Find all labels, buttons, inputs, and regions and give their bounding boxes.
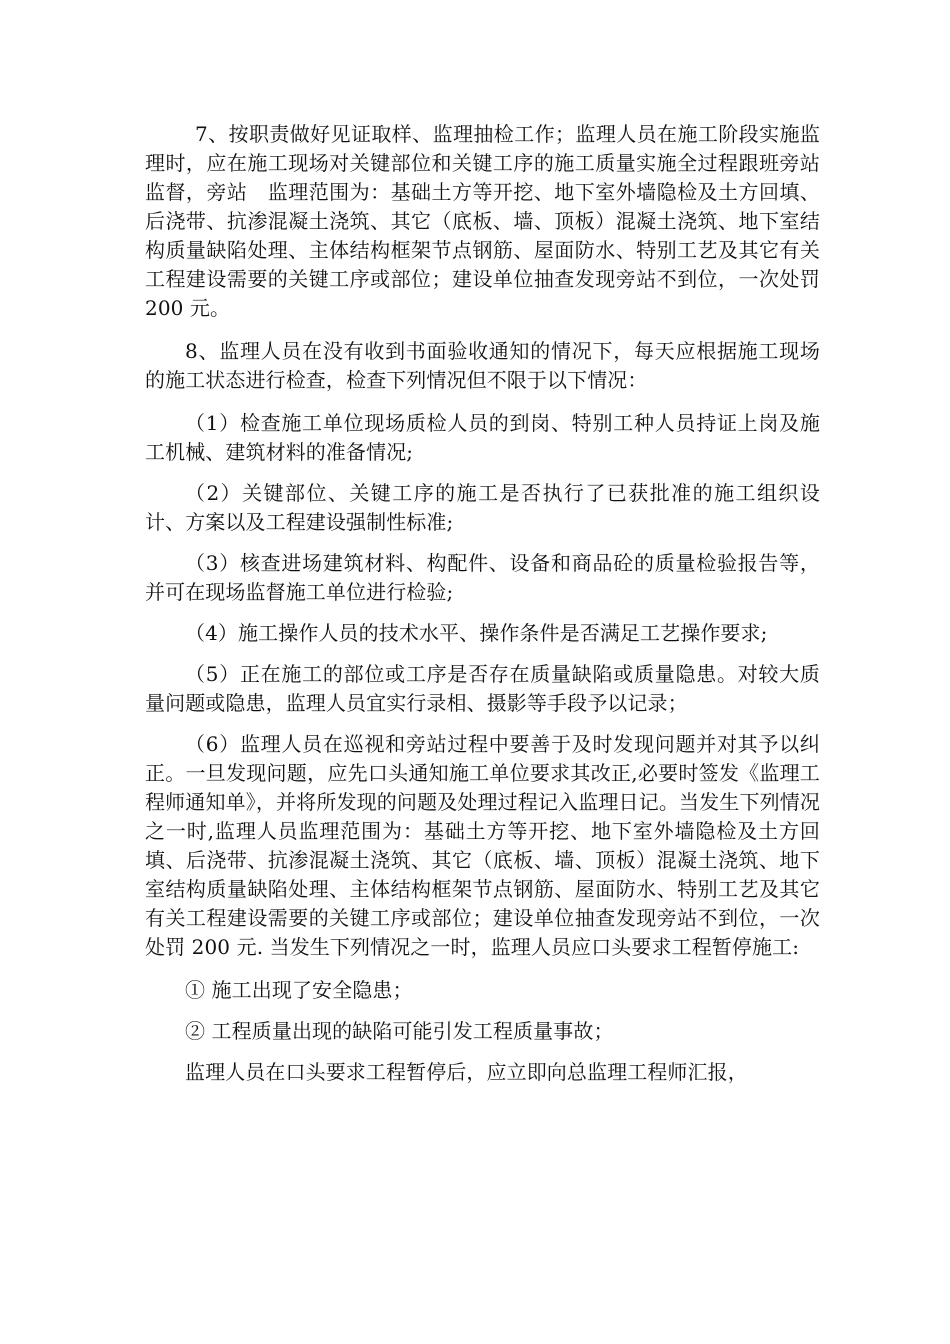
list-item-3: （3）核查进场建筑材料、构配件、设备和商品砼的质量检验报告等，并可在现场监督施工单位进行检验; [145, 551, 820, 604]
sub-item-1: ① 施工出现了安全隐患； [185, 978, 413, 1002]
sub-item-2: ② 工程质量出现的缺陷可能引发工程质量事故； [185, 1019, 614, 1043]
list-item-2: （2）关键部位、关键工序的施工是否执行了已获批准的施工组织设计、方案以及工程建设强制性标准; [145, 481, 820, 534]
list-item-5: （5）正在施工的部位或工序是否存在质量缺陷或质量隐患。对较大质量问题或隐患，监理人员宜实行录相、摄影等手段予以记录； [145, 662, 820, 715]
document-page [145, 120, 820, 1099]
paragraph-7: 7、按职责做好见证取样、监理抽检工作；监理人员在施工阶段实施监理时，应在施工现场对关键部位和关键工序的施工质量实施全过程跟班旁站监督，旁站 监理范围为：基础土方等开挖、地下室外墙隐检及土方回填、后浇带、抗渗混凝土浇筑、其它（底板、墙、顶板）混凝土浇筑、地下室结构质量缺陷处理、主体结构框架节点钢筋、屋面防水、特别工艺及其它有关工程建设需要的关键工序或部位；建设单位抽查发现旁站不到位，一次处罚 200 元。 [145, 122, 820, 320]
paragraph-8: 8、监理人员在没有收到书面验收通知的情况下，每天应根据施工现场的施工状态进行检查，检查下列情况但不限于以下情况： [145, 339, 820, 392]
list-item-6: （6）监理人员在巡视和旁站过程中要善于及时发现问题并对其予以纠正。一旦发现问题，应先口头通知施工单位要求其改正,必要时签发《监理工程师通知单》，并将所发现的问题及处理过程记入监理日记。当发生下列情况之一时,监理人员监理范围为：基础土方等开挖、地下室外墙隐检及土方回填、后浇带、抗渗混凝土浇筑、其它（底板、墙、顶板）混凝土浇筑、地下室结构质量缺陷处理、主体结构框架节点钢筋、屋面防水、特别工艺及其它有关工程建设需要的关键工序或部位；建设单位抽查发现旁站不到位，一次处罚 200 元. 当发生下列情况之一时，监理人员应口头要求工程暂停施工: [145, 732, 820, 959]
list-item-1: （1）检查施工单位现场质检人员的到岗、特别工种人员持证上岗及施工机械、建筑材料的准备情况; [145, 411, 820, 464]
list-item-4: （4）施工操作人员的技术水平、操作条件是否满足工艺操作要求; [185, 621, 768, 645]
closing-paragraph: 监理人员在口头要求工程暂停后，应立即向总监理工程师汇报， [185, 1060, 748, 1084]
